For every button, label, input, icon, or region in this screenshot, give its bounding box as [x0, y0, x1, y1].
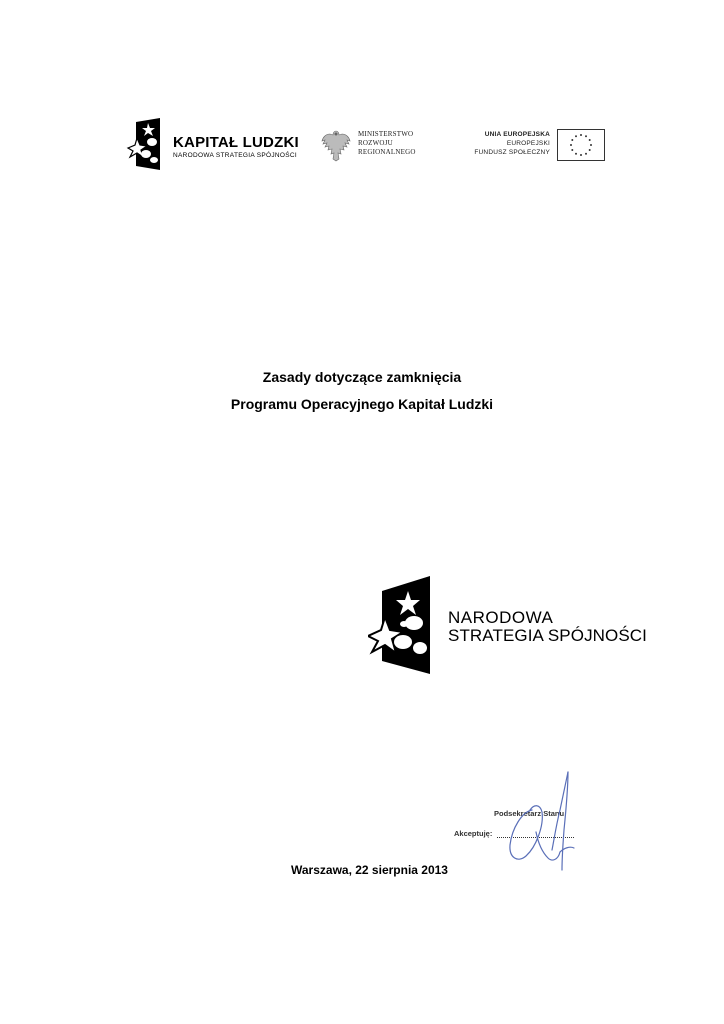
kapital-ludzki-subtitle: NARODOWA STRATEGIA SPÓJNOŚCI [173, 152, 297, 159]
eu-line1: UNIA EUROPEJSKA [484, 131, 550, 138]
ministry-line2: ROZWOJU [358, 139, 393, 147]
nss-flag-large-icon [368, 576, 438, 676]
nss-line2: STRATEGIA SPÓJNOŚCI [448, 626, 648, 645]
nss-logo [350, 552, 648, 692]
handwritten-signature [452, 770, 612, 878]
document-title-line1: Zasady dotyczące zamknięcia [262, 369, 462, 385]
approval-role: Podsekretarz Stanu [494, 809, 565, 818]
kapital-ludzki-logo [126, 118, 299, 172]
ministry-logo [320, 128, 440, 168]
eu-line3: FUNDUSZ SPOŁECZNY [474, 149, 550, 156]
ministry-name [358, 130, 416, 157]
eu-flag-icon [557, 129, 605, 161]
document-title-line2: Programu Operacyjnego Kapitał Ludzki [230, 396, 494, 412]
nss-line1: NARODOWA [448, 608, 554, 627]
eu-text [474, 130, 550, 157]
approval-stamp [452, 770, 612, 878]
eu-logo [470, 128, 610, 166]
kapital-ludzki-title: KAPITAŁ LUDZKI [173, 134, 299, 151]
polish-eagle-icon [320, 128, 352, 164]
ministry-line3: REGIONALNEGO [358, 148, 416, 156]
accept-label: Akceptuję: [454, 829, 493, 838]
ministry-line1: MINISTERSTWO [358, 130, 414, 138]
nss-flag-icon [126, 118, 166, 172]
eu-line2: EUROPEJSKI [506, 140, 550, 147]
place-date: Warszawa, 22 sierpnia 2013 [291, 863, 448, 877]
